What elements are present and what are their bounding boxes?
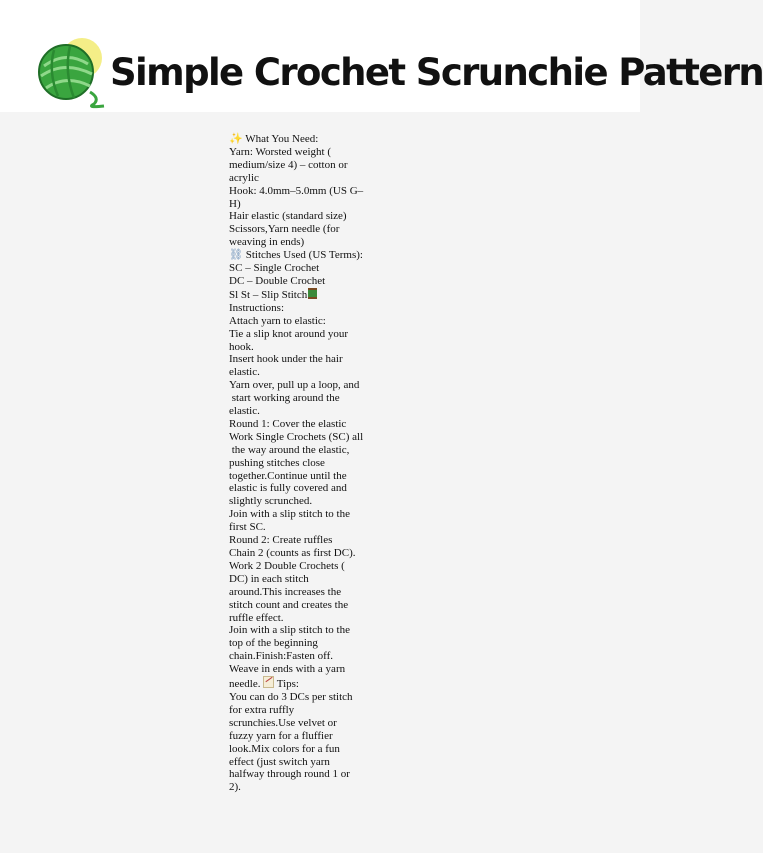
text-line-content: Round 2: Create ruffles [229,534,333,547]
text-line [229,599,361,612]
text-line-content: chain.Finish:Fasten off. [229,650,333,663]
text-line-content: Yarn: Worsted weight ( [229,145,331,158]
text-line-trail: Tips: [274,678,299,691]
text-line-content: Work 2 Double Crochets ( [229,559,345,572]
text-line [229,236,361,249]
text-line-content: fuzzy yarn for a fluffier [229,729,333,742]
text-line [229,612,361,625]
text-line-content: around.This increases the [229,585,342,598]
text-line-content: top of the beginning [229,637,318,650]
text-line [229,275,361,288]
text-line [229,133,361,146]
text-line [229,430,364,444]
text-line [229,262,361,275]
text-line-content: needle. [229,678,264,691]
text-line [229,650,361,663]
text-line [229,302,361,315]
header-banner [0,0,763,112]
text-line [229,457,361,470]
text-line [229,586,361,599]
text-line [229,418,361,431]
text-line-content: effect (just switch yarn [229,755,330,768]
text-line [229,560,361,573]
text-line [229,328,361,341]
text-line-content: Scissors,Yarn needle (for [229,223,340,236]
text-line [229,508,361,521]
text-line-content: acrylic [229,171,259,184]
text-line [229,547,361,560]
text-line-content: Join with a slip stitch to the [229,624,350,637]
text-line [229,534,361,547]
text-line [229,198,361,211]
text-line-content: for extra ruffly [229,703,295,716]
text-line-content: elastic. [229,405,260,418]
text-line-content: What You Need: [242,133,319,145]
text-line-content: 2). [229,781,241,794]
text-line-content: look.Mix colors for a fun [229,742,340,755]
text-line [229,637,361,650]
text-line [229,704,361,717]
text-line [229,210,361,223]
text-line [229,781,361,794]
text-line-content: together.Continue until the [229,469,347,482]
text-line [229,717,361,730]
text-line [229,392,361,405]
text-line-content: Attach yarn to elastic: [229,314,326,327]
text-line-content: SC – Single Crochet [229,262,320,275]
text-line-content: scrunchies.Use velvet or [229,716,337,729]
text-line-content: DC) in each stitch [229,572,309,585]
text-line [229,663,361,676]
text-line [229,573,361,586]
text-line [229,743,361,756]
page-title: Simple Crochet Scrunchie Pattern [110,51,763,94]
text-line [229,521,361,534]
text-line-content: Hair elastic (standard size) [229,210,347,223]
text-line [229,379,361,392]
text-line [229,366,361,379]
text-line [229,495,361,508]
text-line [229,624,361,637]
text-line-content: start working around the [229,392,340,405]
text-line-content: the way around the elastic, [229,443,350,456]
text-line [229,691,361,704]
text-line [229,223,361,236]
text-line [229,405,361,418]
text-line [229,482,361,495]
text-line-content: H) [229,197,241,210]
text-line-content: pushing stitches close [229,456,325,469]
text-line-content: ruffle effect. [229,611,284,624]
text-line-content: You can do 3 DCs per stitch [229,690,353,703]
text-line-content: Hook: 4.0mm–5.0mm (US G– [229,184,364,197]
text-line [229,756,361,769]
memo-icon [263,676,274,688]
text-line-content: Round 1: Cover the elastic [229,417,347,430]
text-line [229,470,361,483]
text-line [229,249,361,262]
text-line [229,444,361,457]
text-line-content: hook. [229,340,254,353]
text-line [229,676,361,691]
text-line-content: slightly scrunched. [229,495,313,508]
text-line-content: Join with a slip stitch to the [229,508,350,521]
text-line [229,288,361,302]
text-line-content: Insert hook under the hair [229,353,343,366]
text-line-content: Sl St – Slip Stitch [229,288,308,301]
text-line-content: DC – Double Crochet [229,274,326,287]
sparkles-icon: ✨ [229,132,243,145]
text-line-content: first SC. [229,521,266,534]
thread-spool-icon [308,288,317,299]
text-line [229,159,361,172]
text-line [229,353,361,366]
text-line [229,146,361,159]
text-line-content: weaving in ends) [229,236,305,249]
yarn-ball-icon [34,36,112,108]
text-line-content: Yarn over, pull up a loop, and [229,379,360,392]
text-line [229,184,364,198]
text-line-content: elastic is fully covered and [229,482,347,495]
text-line-content: Tie a slip knot around your [229,327,349,340]
pattern-text [229,132,364,794]
link-icon: ⛓ [229,248,243,262]
text-line [229,315,361,328]
text-line-content: stitch count and creates the [229,598,349,611]
text-line-content: Work Single Crochets (SC) all [229,430,364,443]
text-line-content: Chain 2 (counts as first DC). [229,547,356,559]
text-line [229,341,361,354]
text-line-content: Stitches Used (US Terms): [242,249,363,262]
text-line-content: halfway through round 1 or [229,768,350,781]
text-line-content: medium/size 4) – cotton or [229,158,348,171]
text-line-content: Instructions: [229,301,284,314]
text-line [229,768,361,781]
text-line [229,730,361,743]
text-line-content: elastic. [229,366,260,379]
text-line [229,172,361,185]
text-line-content: Weave in ends with a yarn [229,663,346,676]
